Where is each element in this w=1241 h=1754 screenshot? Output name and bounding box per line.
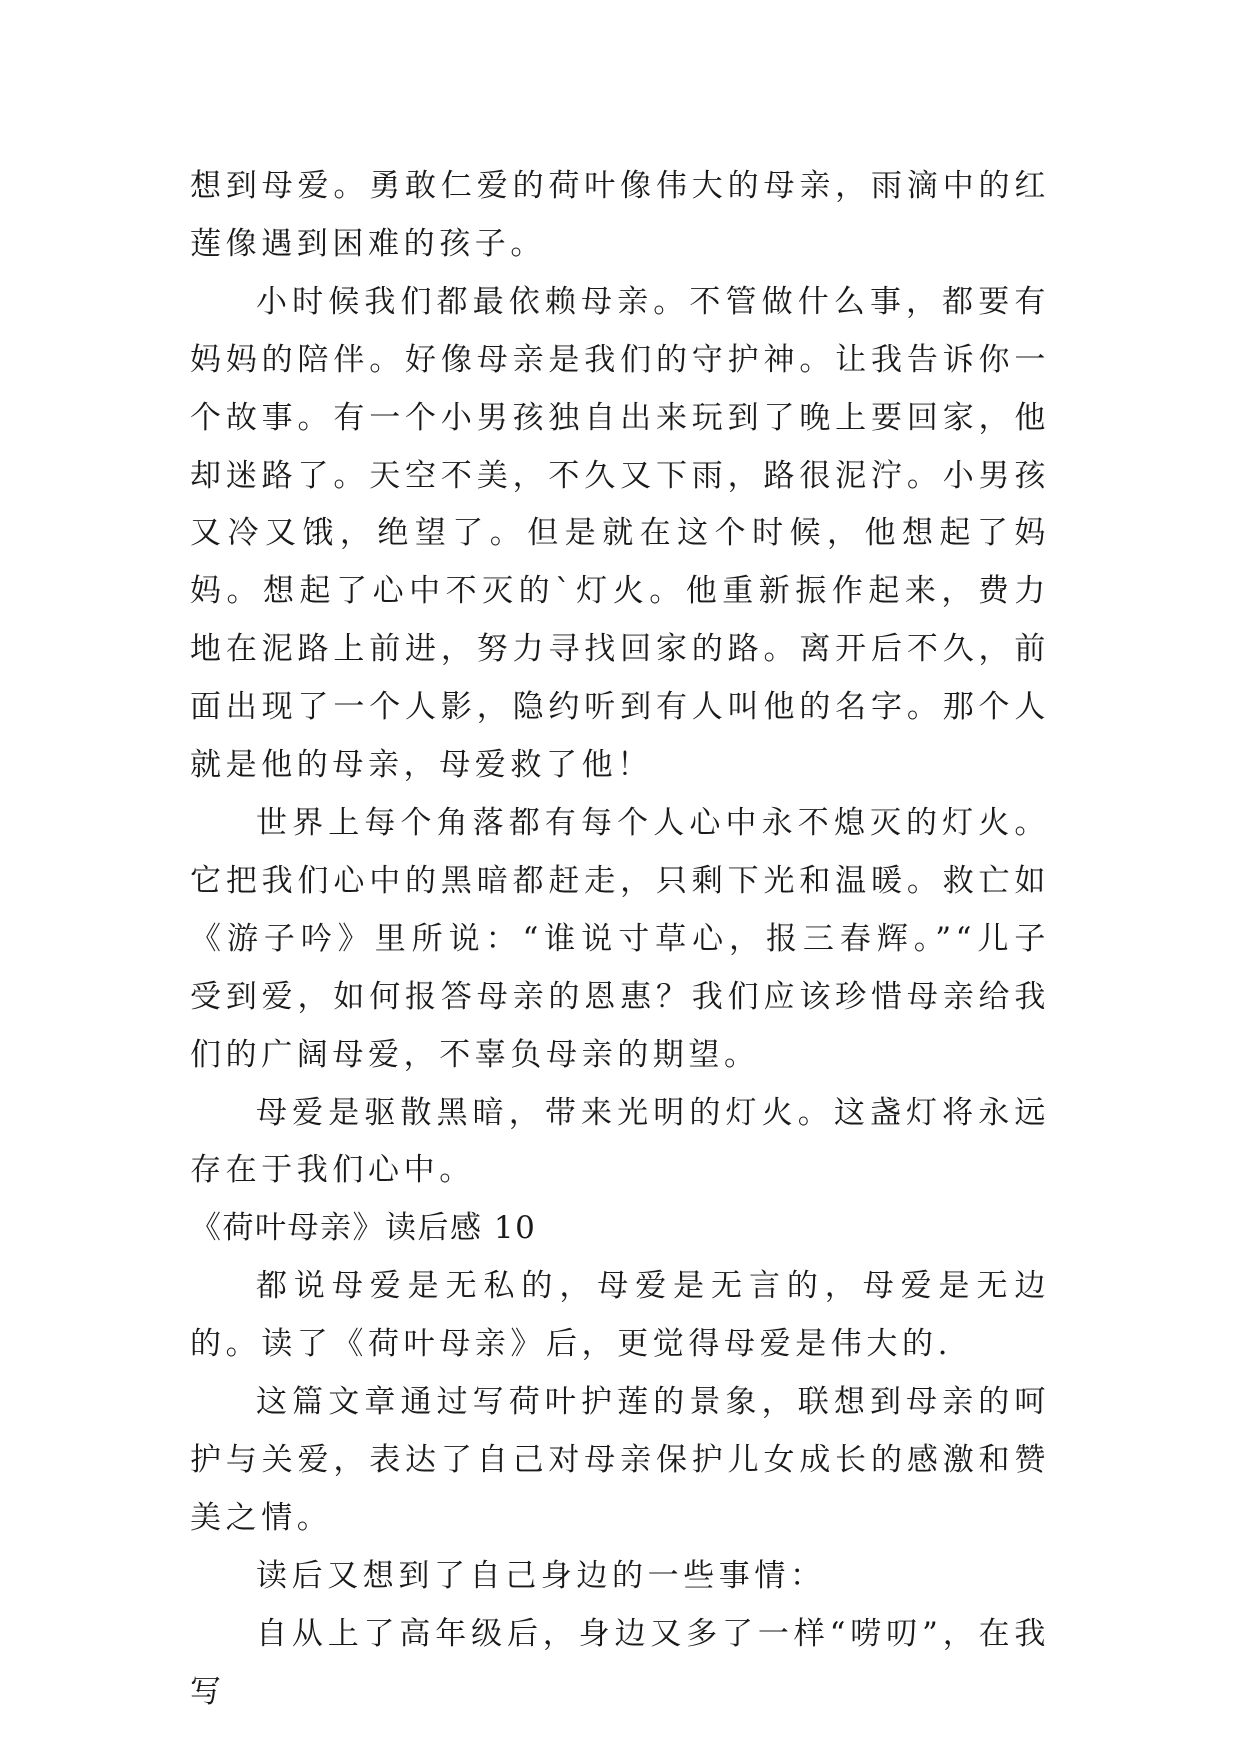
paragraph-7: 读后又想到了自己身边的一些事情： [256, 1557, 826, 1594]
section-heading: 《荷叶母亲》读后感 10 [190, 1210, 537, 1247]
paragraph-5: 都说母爱是无私的，母爱是无言的，母爱是无边的。读了《荷叶母亲》后，更觉得母爱是伟大的. [190, 1268, 1050, 1363]
paragraph-8: 自从上了高年级后，身边又多了一样“唠叨”，在我写 [190, 1615, 1050, 1710]
document-body [190, 158, 1050, 1721]
paragraph-4: 母爱是驱散黑暗，带来光明的灯火。这盏灯将永远存在于我们心中。 [190, 1094, 1050, 1189]
paragraph-3: 世界上每个角落都有每个人心中永不熄灭的灯火。它把我们心中的黑暗都赶走，只剩下光和温暖。救亡如《游子吟》里所说：“谁说寸草心，报三春辉。”“儿子受到爱，如何报答母亲的恩惠？我们应该珍惜母亲给我们的广阔母爱，不辜负母亲的期望。 [190, 804, 1050, 1073]
paragraph-2: 小时候我们都最依赖母亲。不管做什么事，都要有妈妈的陪伴。好像母亲是我们的守护神。让我告诉你一个故事。有一个小男孩独自出来玩到了晚上要回家，他却迷路了。天空不美，不久又下雨，路很泥泞。小男孩又冷又饿，绝望了。但是就在这个时候，他想起了妈妈。想起了心中不灭的`灯火。他重新振作起来，费力地在泥路上前进，努力寻找回家的路。离开后不久，前面出现了一个人影，隐约听到有人叫他的名字。那个人就是他的母亲，母爱救了他！ [190, 283, 1050, 784]
paragraph-1: 想到母爱。勇敢仁爱的荷叶像伟大的母亲，雨滴中的红莲像遇到困难的孩子。 [190, 168, 1050, 262]
paragraph-6: 这篇文章通过写荷叶护莲的景象，联想到母亲的呵护与关爱，表达了自己对母亲保护儿女成长的感激和赞美之情。 [190, 1384, 1050, 1536]
